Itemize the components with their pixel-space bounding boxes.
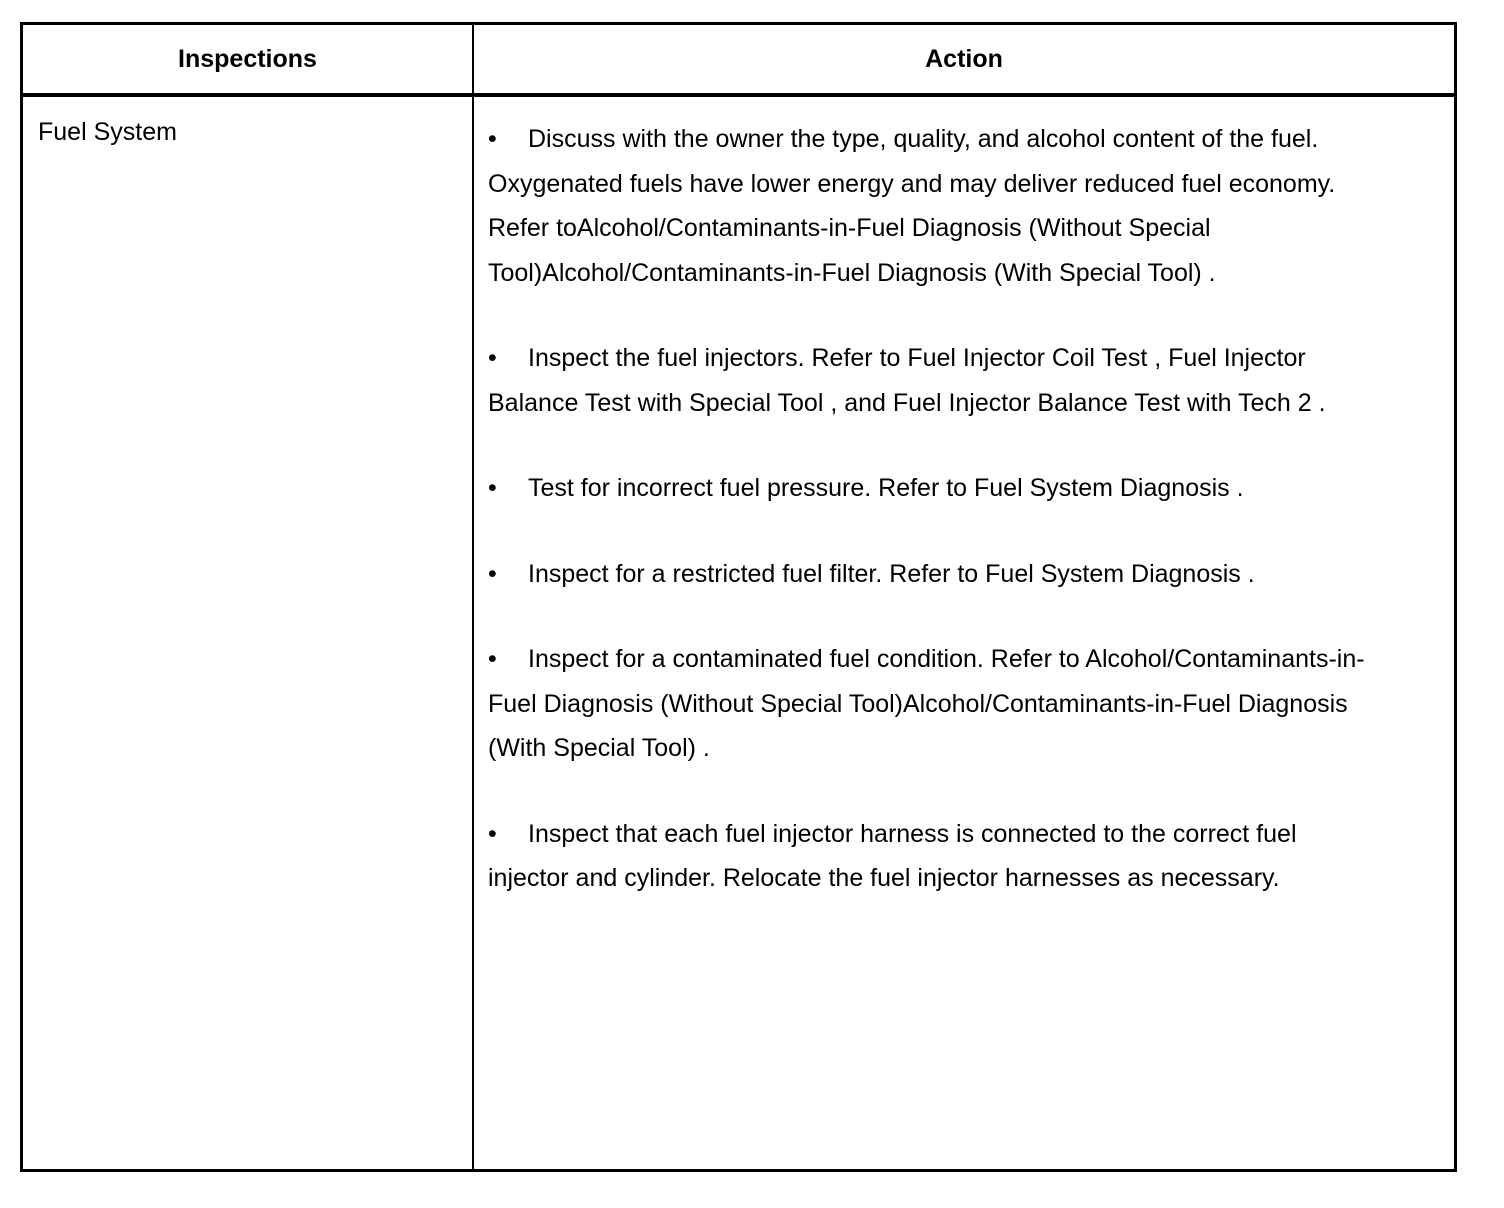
bullet: • — [488, 645, 497, 673]
header-action: Action — [925, 44, 1003, 73]
action-cell — [488, 117, 1373, 942]
action-item — [488, 812, 1373, 901]
action-text: Inspect for a restricted fuel filter. Refer to Fuel System Diagnosis . — [528, 559, 1255, 588]
action-text: Inspect the fuel injectors. Refer to Fuel Injector Coil Test , Fuel Injector Balance Test with Special Tool , and Fuel Injector Balance Test with Tech 2 . — [488, 344, 1326, 417]
inspection-table — [20, 22, 1457, 1172]
bullet: • — [488, 125, 497, 153]
action-item — [488, 552, 1373, 597]
action-item — [488, 336, 1373, 425]
action-text: Test for incorrect fuel pressure. Refer to Fuel System Diagnosis . — [528, 474, 1244, 502]
bullet: • — [488, 819, 497, 848]
action-text: Inspect for a contaminated fuel condition. Refer to Alcohol/Contaminants-in-Fuel Diagnosis (Without Special Tool)Alcohol/Contaminants-in-Fuel Diagnosis (With Special Tool) . — [488, 645, 1365, 762]
bullet: • — [488, 474, 497, 502]
action-item — [488, 637, 1373, 771]
action-text: Discuss with the owner the type, quality, and alcohol content of the fuel. Oxygenated fuels have lower energy and may deliver reduced fuel economy. Refer toAlcohol/Contaminants-in-Fuel Diagnosis (Without Special Tool)Alcohol/Contaminants-in-Fuel Diagnosis (With Special Tool) . — [488, 125, 1336, 287]
action-text: Inspect that each fuel injector harness is connected to the correct fuel injector and cylinder. Relocate the fuel injector harnesses as necessary. — [488, 819, 1297, 892]
action-item — [488, 466, 1373, 511]
header-divider — [23, 93, 1454, 97]
action-item — [488, 117, 1373, 295]
bullet: • — [488, 344, 497, 372]
column-divider — [472, 25, 474, 1169]
inspection-cell: Fuel System — [38, 118, 177, 146]
header-inspections: Inspections — [178, 44, 317, 73]
bullet: • — [488, 559, 497, 588]
